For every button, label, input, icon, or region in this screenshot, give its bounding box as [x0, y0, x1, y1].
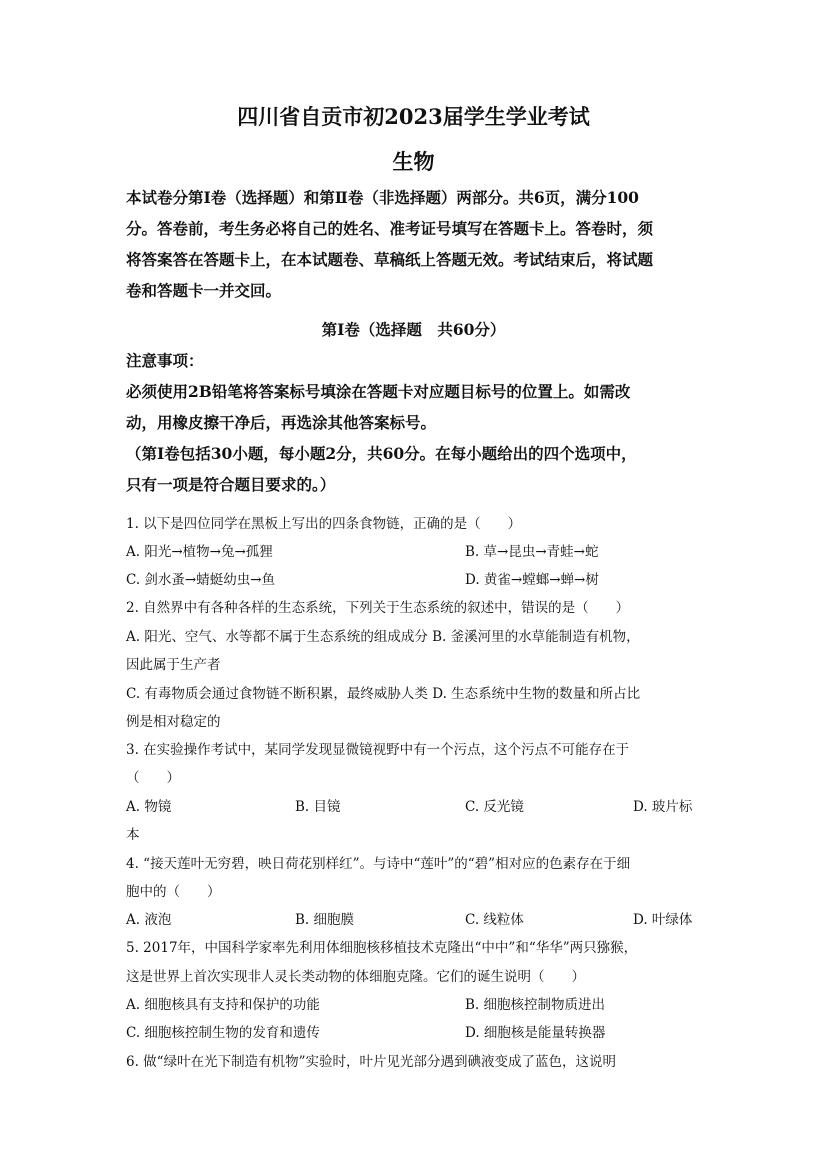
notice-line: （第Ⅰ卷包括30小题，每小题2分，共60分。在每小题给出的四个选项中，	[126, 444, 637, 463]
subject-title: 生物	[392, 149, 435, 174]
question-4-option-b: B. 细胞膜	[295, 912, 355, 928]
notice-heading: 注意事项：	[126, 351, 204, 370]
notice-line: 动，用橡皮擦干净后，再选涂其他答案标号。	[126, 413, 437, 432]
notice-line: 必须使用2B铅笔将答案标号填涂在答题卡对应题目标号的位置上。如需改	[126, 382, 631, 401]
question-5-stem-cont: 这是世界上首次实现非人灵长类动物的体细胞克隆。它们的诞生说明（ ）	[126, 969, 585, 985]
intro-line: 本试卷分第Ⅰ卷（选择题）和第Ⅱ卷（非选择题）两部分。共6页，满分100	[126, 188, 639, 207]
question-3-option-d: D. 玻片标	[633, 799, 693, 815]
notice-line: 只有一项是符合题目要求的。）	[126, 475, 336, 494]
question-3-option-a: A. 物镜	[126, 799, 172, 815]
question-2-options-cd: C. 有毒物质会通过食物链不断积累，最终威胁人类 D. 生态系统中生物的数量和所占比	[126, 686, 641, 702]
question-1-option-d: D. 黄雀→螳螂→蝉→树	[465, 572, 599, 588]
question-3-stem-cont: （ ）	[126, 770, 180, 786]
question-6-stem: 6. 做“绿叶在光下制造有机物”实验时，叶片见光部分遇到碘液变成了蓝色，这说明	[126, 1054, 616, 1070]
question-1-option-a: A. 阳光→植物→兔→孤狸	[126, 544, 273, 560]
question-5-option-a: A. 细胞核具有支持和保护的功能	[126, 997, 320, 1013]
intro-line: 卷和答题卡一并交回。	[126, 281, 282, 300]
section-title: 第Ⅰ卷（选择题 共60分）	[321, 320, 506, 339]
question-2-options-ab: A. 阳光、空气、水等都不属于生态系统的组成成分 B. 釜溪河里的水草能制造有机物，	[126, 629, 640, 645]
question-5-option-b: B. 细胞核控制物质进出	[465, 997, 606, 1013]
question-5-stem: 5. 2017年，中国科学家率先利用体细胞核移植技术克隆出“中中”和“华华”两只猕猴，	[126, 940, 638, 956]
question-2-options-ab-cont: 因此属于生产者	[126, 657, 221, 673]
question-2-stem: 2. 自然界中有各种各样的生态系统，下列关于生态系统的叙述中，错误的是（ ）	[126, 600, 630, 616]
question-1-option-b: B. 草→昆虫→青蛙→蛇	[465, 544, 599, 560]
question-3-stem: 3. 在实验操作考试中，某同学发现显微镜视野中有一个污点，这个污点不可能存在于	[126, 742, 630, 758]
question-3-option-b: B. 目镜	[295, 799, 341, 815]
question-2-options-cd-cont: 例是相对稳定的	[126, 714, 221, 730]
question-4-option-a: A. 液泡	[126, 912, 172, 928]
question-3-option-d-cont: 本	[126, 827, 140, 843]
question-4-stem-cont: 胞中的（ ）	[126, 884, 221, 900]
question-1-option-c: C. 剑水蚤→蜻蜓幼虫→鱼	[126, 572, 276, 588]
question-4-option-c: C. 线粒体	[465, 912, 524, 928]
question-4-stem: 4. “接天莲叶无穷碧，映日荷花别样红”。与诗中“莲叶”的“碧”相对应的色素存在于细	[126, 856, 631, 872]
intro-line: 将答案答在答题卡上，在本试题卷、草稿纸上答题无效。考试结束后，将试题	[126, 250, 654, 269]
intro-paragraph	[126, 182, 706, 306]
question-5-option-d: D. 细胞核是能量转换器	[465, 1025, 606, 1041]
question-4-option-d: D. 叶绿体	[633, 912, 693, 928]
exam-title: 四川省自贡市初2023届学生学业考试	[237, 104, 590, 129]
question-5-option-c: C. 细胞核控制生物的发育和遗传	[126, 1025, 320, 1041]
question-1-stem: 1. 以下是四位同学在黑板上写出的四条食物链，正确的是（ ）	[126, 516, 522, 532]
question-3-option-c: C. 反光镜	[465, 799, 524, 815]
intro-line: 分。答卷前，考生务必将自己的姓名、准考证号填写在答题卡上。答卷时，须	[126, 219, 654, 238]
notice-block	[126, 345, 706, 500]
